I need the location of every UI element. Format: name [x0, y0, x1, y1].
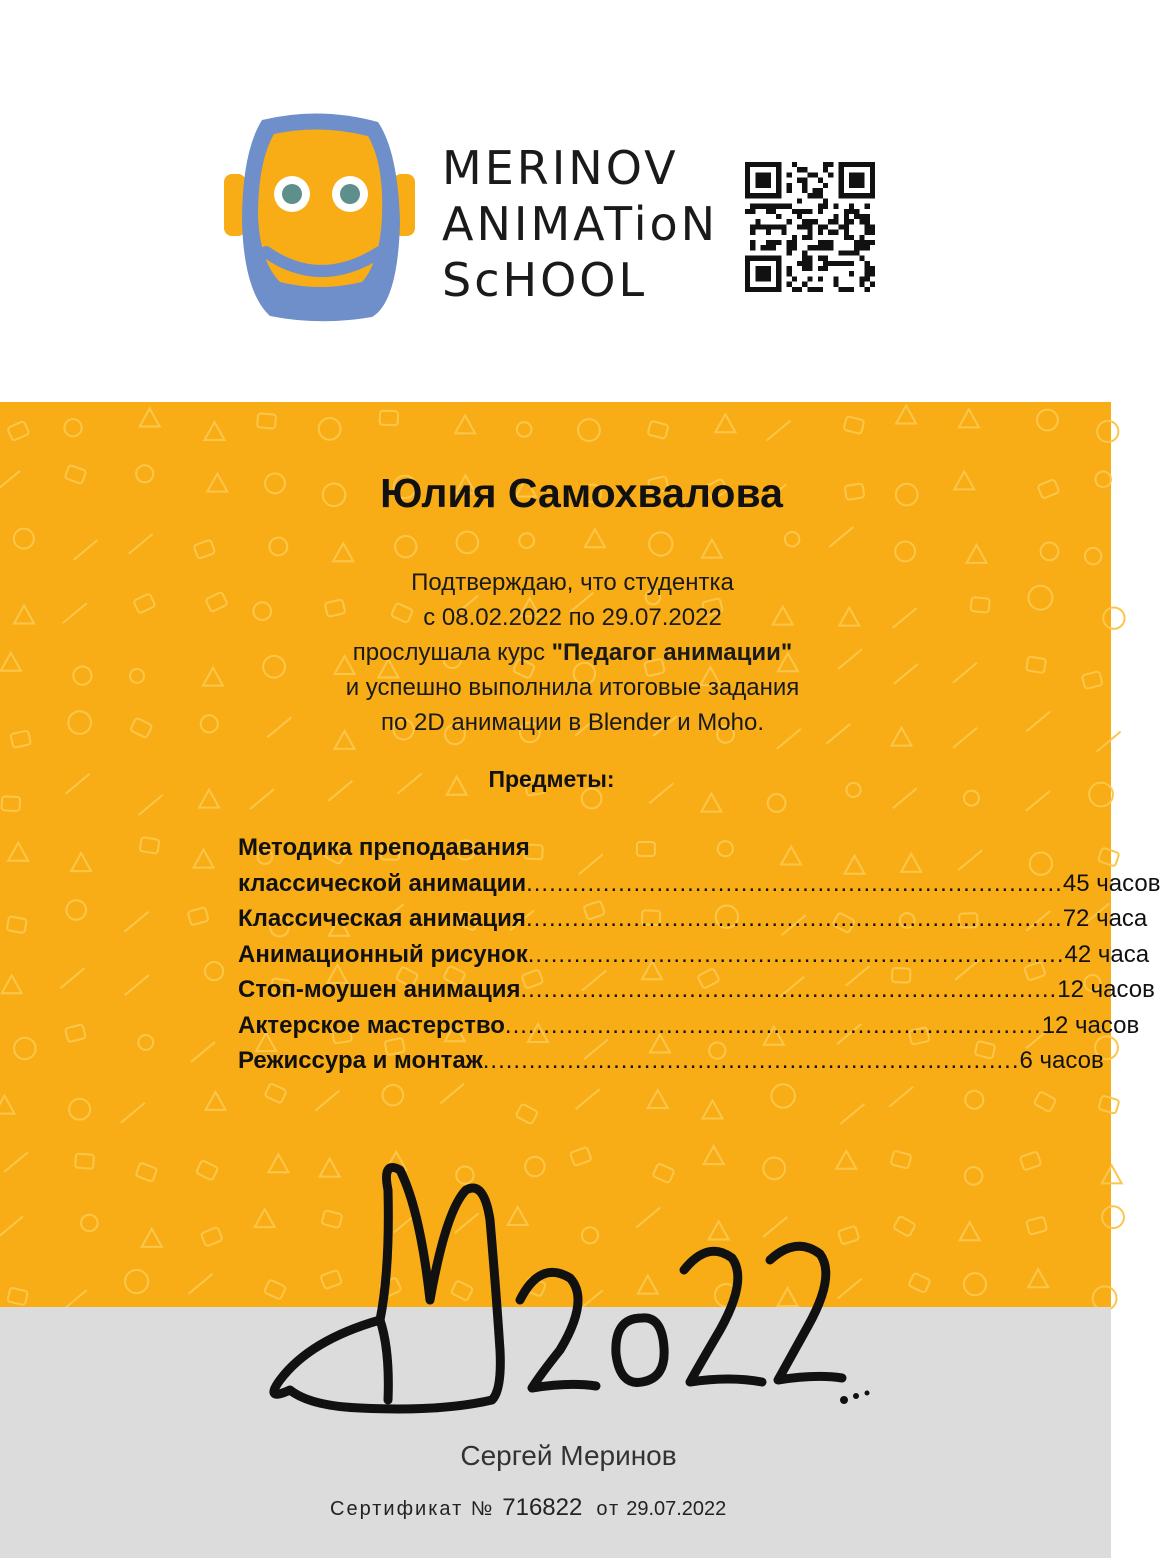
confirm-line-1: Подтверждаю, что студентка — [411, 569, 734, 596]
doodle-mark — [142, 1229, 162, 1247]
doodle-mark — [189, 1274, 213, 1294]
doodle-mark — [140, 408, 160, 426]
doodle-mark — [333, 543, 353, 561]
signer-name: Сергей Меринов — [460, 1440, 677, 1471]
subjects-list — [238, 830, 1161, 1079]
doodle-mark — [201, 1227, 223, 1247]
subject-hours: 72 часа — [1062, 905, 1148, 932]
doodle-mark — [71, 853, 91, 871]
doodle-mark — [1102, 1165, 1122, 1183]
subjects-title: Предметы: — [488, 766, 615, 792]
doodle-mark — [895, 542, 915, 562]
subject-row — [238, 901, 1148, 937]
doodle-mark — [715, 414, 735, 432]
subject-row — [238, 972, 1155, 1008]
subject-name: Анимационный рисунок — [238, 940, 528, 968]
doodle-mark — [908, 1273, 930, 1293]
doodle-mark — [135, 1162, 157, 1182]
doodle-mark — [576, 1089, 600, 1109]
doodle-mark — [959, 409, 979, 427]
subject-row — [238, 937, 1150, 973]
doodle-mark — [75, 1154, 94, 1169]
doodle-mark — [896, 406, 916, 424]
doodle-mark — [768, 794, 786, 812]
doodle-mark — [648, 421, 669, 439]
confirmation-text — [0, 565, 1145, 740]
doodle-mark — [1026, 791, 1050, 811]
doodle-mark — [517, 422, 532, 437]
doodle-mark — [1, 796, 20, 811]
course-name: "Педагог анимации" — [551, 639, 793, 666]
subject-name: Методика преподавания — [238, 834, 530, 861]
doodle-mark — [196, 1160, 218, 1180]
qr-code-icon — [745, 162, 875, 292]
doodle-mark — [64, 419, 81, 436]
subject-name: классической анимации — [238, 869, 527, 897]
doodle-mark — [188, 907, 209, 925]
confirm-line-3 — [0, 635, 1145, 670]
doodle-mark — [269, 538, 287, 556]
subject-hours: 45 часов — [1062, 869, 1161, 897]
doodle-mark — [844, 416, 865, 434]
doodle-mark — [60, 968, 84, 988]
doodle-mark — [785, 532, 799, 546]
subject-row — [238, 1043, 1104, 1079]
subject-name: Стоп-моушен анимация — [238, 976, 521, 1003]
doodle-mark — [125, 975, 149, 995]
doodle-mark — [964, 1273, 986, 1295]
doodle-mark — [840, 1104, 864, 1124]
doodle-mark — [1102, 1206, 1124, 1228]
doodle-mark — [395, 536, 416, 557]
doodle-mark — [771, 1084, 794, 1107]
doodle-mark — [1034, 1091, 1057, 1112]
subject-name: Классическая анимация — [238, 905, 526, 932]
doodle-mark — [14, 529, 34, 549]
doodle-mark — [121, 1103, 145, 1123]
doodle-mark — [14, 1038, 36, 1060]
doodle-mark — [578, 419, 600, 441]
doodle-mark — [1028, 1269, 1048, 1287]
doodle-mark — [7, 916, 27, 933]
doodle-mark — [457, 532, 479, 554]
doodle-mark — [81, 1215, 98, 1232]
doodle-mark — [194, 540, 216, 559]
leader-dots: ...................................................................... — [520, 976, 1058, 1003]
doodle-mark — [65, 1024, 86, 1042]
doodle-mark — [1085, 548, 1101, 564]
leader-dots: ...................................................................... — [504, 1011, 1042, 1039]
doodle-mark — [140, 837, 160, 854]
student-name: Юлия Самохвалова — [380, 470, 783, 516]
doodle-mark — [139, 795, 163, 815]
doodle-mark — [74, 540, 98, 560]
doodle-mark — [1026, 1217, 1047, 1235]
logo-line-2: ANIMATioN — [442, 197, 719, 251]
doodle-mark — [380, 411, 398, 426]
doodle-mark — [205, 962, 223, 980]
doodle-mark — [701, 794, 721, 812]
certificate-number-line — [330, 1494, 726, 1522]
doodle-mark — [315, 1091, 339, 1111]
doodle-mark — [1098, 847, 1120, 866]
confirm-line-5: по 2D анимации в Blender и Moho. — [380, 709, 765, 736]
doodle-mark — [967, 545, 987, 563]
doodle-mark — [702, 1101, 722, 1119]
logo-line-1: MERINOV — [442, 141, 679, 195]
doodle-mark — [889, 1087, 913, 1107]
doodle-mark — [585, 529, 605, 547]
doodle-mark — [1020, 1151, 1042, 1170]
school-logo-text — [442, 140, 718, 308]
certificate-number: 716822 — [502, 1494, 583, 1521]
doodle-mark — [257, 413, 276, 429]
doodle-mark — [7, 421, 29, 441]
doodle-mark — [383, 1085, 404, 1106]
handwritten-signature — [270, 1150, 880, 1425]
doodle-mark — [702, 540, 722, 558]
subject-hours: 12 часов — [1057, 976, 1155, 1003]
doodle-mark — [125, 1270, 148, 1293]
subject-hours: 6 часов — [1019, 1047, 1104, 1074]
leader-dots: ...................................................................... — [525, 905, 1063, 932]
doodle-mark — [124, 912, 148, 932]
certificate-label: Сертификат № — [330, 1498, 495, 1520]
leader-dots: ...................................................................... — [482, 1047, 1020, 1074]
certificate-from-label: от — [596, 1498, 621, 1520]
doodle-mark — [69, 1099, 90, 1120]
doodle-mark — [965, 1091, 983, 1109]
subject-hours: 42 часа — [1064, 940, 1150, 968]
leader-dots: ...................................................................... — [527, 940, 1065, 968]
doodle-mark — [965, 1167, 983, 1185]
doodle-mark — [0, 1216, 23, 1236]
doodle-mark — [893, 1216, 916, 1237]
doodle-mark — [1037, 410, 1058, 431]
doodle-mark — [516, 1104, 538, 1125]
subject-name: Актерское мастерство — [238, 1011, 505, 1039]
doodle-mark — [4, 1152, 28, 1172]
doodle-mark — [890, 1151, 911, 1169]
doodle-mark — [265, 1083, 287, 1103]
doodle-mark — [648, 1090, 668, 1108]
doodle-mark — [66, 900, 86, 920]
doodle-mark — [455, 415, 475, 433]
doodle-mark — [205, 422, 225, 440]
doodle-mark — [7, 1288, 28, 1306]
confirm-line-3-prefix: прослушала курс — [352, 639, 552, 666]
doodle-mark — [2, 975, 22, 993]
doodle-mark — [829, 527, 853, 547]
mascot-face-icon — [222, 112, 417, 324]
subject-row — [238, 866, 1161, 902]
subject-row — [238, 1008, 1140, 1044]
doodle-mark — [1097, 421, 1118, 442]
doodle-mark — [129, 534, 153, 554]
leader-dots: ...................................................................... — [526, 869, 1063, 897]
doodle-mark — [8, 843, 28, 861]
confirm-line-4: и успешно выполнила итоговые задания — [345, 674, 800, 701]
doodle-mark — [1098, 1095, 1119, 1113]
doodle-mark — [767, 420, 791, 440]
confirm-line-2: с 08.02.2022 по 29.07.2022 — [423, 604, 722, 631]
doodle-mark — [440, 1084, 464, 1104]
doodle-mark — [960, 1222, 980, 1240]
doodle-mark — [319, 418, 341, 440]
doodle-mark — [0, 1096, 14, 1114]
doodle-mark — [206, 1092, 226, 1110]
doodle-mark — [649, 532, 672, 555]
certificate-date: 29.07.2022 — [626, 1498, 727, 1520]
doodle-mark — [194, 850, 214, 868]
logo-line-3: ScHOOL — [442, 253, 648, 307]
header — [0, 0, 1111, 402]
subject-row — [238, 830, 878, 866]
doodle-mark — [519, 533, 534, 548]
subject-name: Режиссура и монтаж — [238, 1047, 483, 1074]
doodle-mark — [138, 1035, 153, 1050]
subject-hours: 12 часов — [1041, 1011, 1140, 1039]
doodle-mark — [191, 1042, 215, 1062]
doodle-mark — [1041, 542, 1059, 560]
